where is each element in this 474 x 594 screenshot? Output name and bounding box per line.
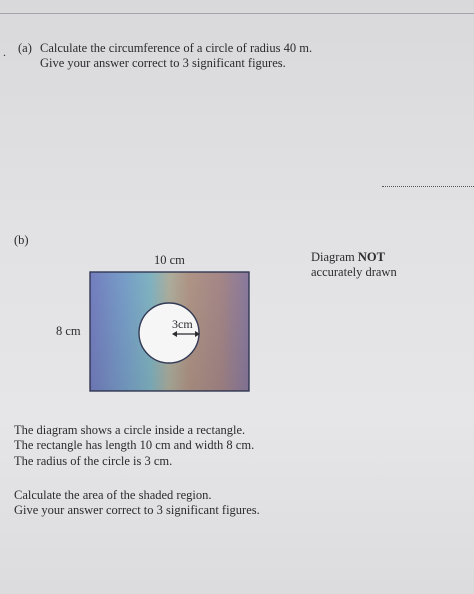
rectangle-length-label: 10 cm — [154, 253, 185, 267]
part-a-question-line2: Give your answer correct to 3 significant figures. — [40, 56, 286, 70]
question-line2: Give your answer correct to 3 significant figures. — [14, 503, 260, 517]
margin-dot: . — [3, 45, 6, 59]
diagram-note-line1: Diagram NOT — [311, 250, 385, 264]
part-b-label: (b) — [14, 233, 29, 247]
description-line2: The rectangle has length 10 cm and width 8 cm. — [14, 438, 255, 452]
inner-circle — [139, 303, 199, 363]
description-line3: The radius of the circle is 3 cm. — [14, 454, 173, 468]
rectangle-width-label: 8 cm — [56, 324, 81, 338]
description-line1: The diagram shows a circle inside a rectangle. — [14, 423, 246, 437]
question-line1: Calculate the area of the shaded region. — [14, 488, 212, 502]
part-a-label: (a) — [18, 41, 32, 55]
diagram-note-line2: accurately drawn — [311, 265, 397, 279]
circle-radius-label: 3cm — [172, 317, 193, 331]
part-a-question-line1: Calculate the circumference of a circle of radius 40 m. — [40, 41, 313, 55]
